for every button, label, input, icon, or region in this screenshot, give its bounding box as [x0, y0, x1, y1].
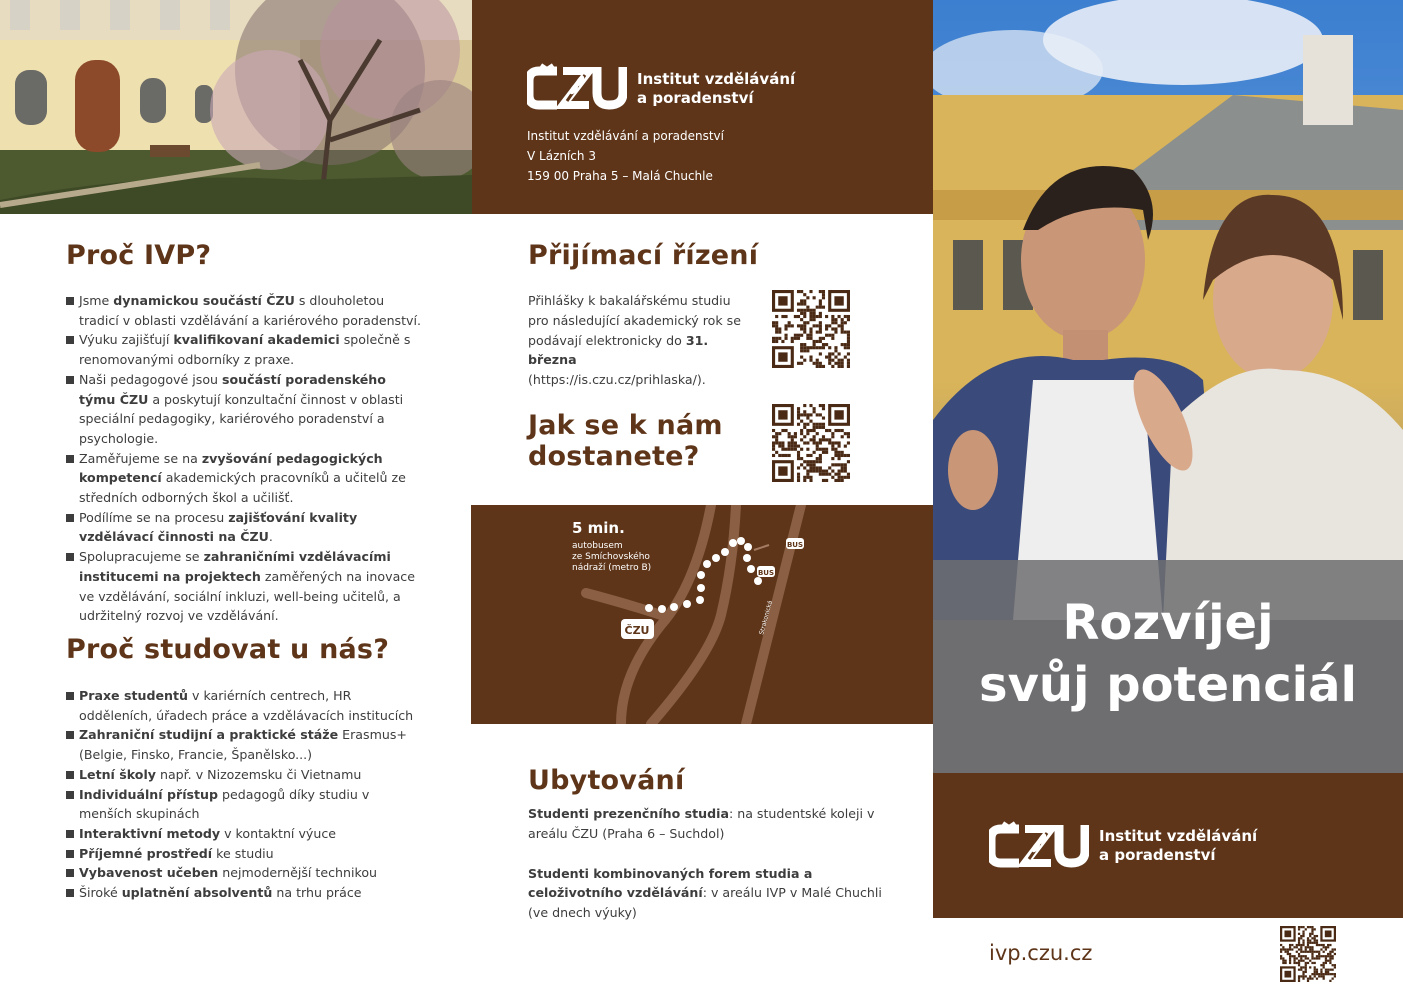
address-line: 159 00 Praha 5 – Malá Chuchle — [527, 169, 713, 183]
body-text: Jsme — [79, 293, 114, 308]
body-text: Erasmus+ (Belgie, Finsko, Francie, Španělsko...) — [79, 727, 407, 763]
emphasis-text: Vybavenost učeben — [79, 865, 219, 881]
body-text: . — [268, 529, 273, 545]
cover-logo-panel — [933, 773, 1403, 918]
list-item — [66, 824, 426, 844]
directions-section — [528, 410, 723, 472]
body-text: Zaměřujeme se na — [79, 450, 202, 466]
emphasis-text: uplatnění absolventů — [121, 885, 273, 901]
body-text: Podílíme se na procesu — [79, 509, 229, 525]
admission-section — [528, 240, 758, 390]
directions-qr-code-icon[interactable] — [772, 404, 850, 482]
directions-title-line1: Jak se k nám — [528, 410, 723, 441]
slogan-line2: svůj potenciál — [979, 657, 1357, 713]
travel-desc-line: ze Smíchovského — [572, 552, 650, 562]
route-map — [471, 505, 933, 724]
address-line: V Lázních 3 — [527, 149, 596, 163]
why-study-section — [66, 634, 426, 903]
body-text: nejmodernější technikou — [218, 865, 378, 881]
emphasis-text: zajišťování kvality vzdělávací činnosti na ČZU — [79, 509, 358, 545]
body-text: zaměřených na inovace ve vzdělávání, sociální inkluzi, well-being učitelů, a udržitelný rozvoj ve vzdělávání. — [79, 568, 415, 624]
body-text: akademických pracovníků a učitelů ze středních odborných škol a učilišť. — [79, 470, 406, 506]
list-item — [66, 330, 426, 369]
route-dot — [737, 537, 745, 545]
slogan-line1: Rozvíjej — [1062, 595, 1274, 651]
list-item — [66, 686, 426, 725]
body-text: Naši pedagogové jsou — [79, 371, 223, 387]
body-text: na trhu práce — [272, 885, 362, 901]
czu-logo-mark-icon — [989, 821, 1089, 871]
directions-title — [528, 410, 723, 472]
bus-stop-label: BUS — [786, 541, 804, 549]
emphasis-text: Individuální přístup — [79, 786, 219, 802]
emphasis-text: Příjemné prostředí — [79, 845, 213, 861]
housing-section — [528, 765, 888, 923]
body-text: Spolupracujeme se — [79, 549, 204, 565]
body-text: společně s renomovanými odborníky z praxe. — [79, 332, 411, 368]
directions-title-line2: dostanete? — [528, 441, 700, 472]
emphasis-text: Interaktivní metody — [79, 825, 221, 841]
address — [527, 126, 724, 186]
emphasis-text: Studenti kombinovaných forem studia a celoživotního vzdělávání — [528, 865, 813, 901]
housing-title: Ubytování — [528, 765, 685, 796]
travel-time: 5 min. — [572, 519, 625, 537]
route-dot — [754, 577, 762, 585]
emphasis-text: Studenti prezenčního studia — [528, 806, 729, 821]
list-item — [66, 883, 426, 903]
body-text: : na studentské koleji v areálu ČZU (Praha 6 – Suchdol) — [528, 806, 875, 841]
emphasis-text: Letní školy — [79, 766, 156, 782]
list-item — [66, 547, 426, 626]
emphasis-text: zvyšování pedagogických kompetencí — [79, 450, 383, 486]
building-photo — [0, 0, 472, 214]
cover-institute-line1: Institut vzdělávání — [1099, 827, 1258, 845]
emphasis-text: kvalifikovaní akademici — [173, 332, 340, 348]
travel-desc-line: nádraží (metro B) — [572, 563, 652, 573]
housing-text-fulltime — [528, 804, 888, 844]
body-text: s dlouholetou tradicí v oblasti vzdělávání a kariérového poradenství. — [79, 293, 422, 328]
route-dot — [696, 596, 704, 604]
route-dot — [744, 543, 752, 551]
slogan — [933, 592, 1403, 716]
route-dot — [645, 604, 653, 612]
list-item — [66, 785, 426, 824]
route-dot — [670, 603, 678, 611]
route-dot — [729, 539, 737, 547]
body-text: Výuku zajišťují — [79, 332, 174, 348]
list-item — [66, 449, 426, 508]
route-dot — [703, 560, 711, 568]
route-dot — [743, 554, 751, 562]
website-qr-code-icon[interactable] — [1280, 926, 1336, 982]
list-item — [66, 291, 426, 330]
route-dot — [683, 600, 691, 608]
cover-institute-line2: a poradenství — [1099, 846, 1216, 864]
body-text: ke studiu — [212, 845, 274, 861]
website-link[interactable]: ivp.czu.cz — [989, 941, 1093, 965]
institute-name-line1: Institut vzdělávání — [637, 70, 796, 88]
list-item — [66, 725, 426, 764]
route-dot — [747, 565, 755, 573]
why-ivp-list — [66, 291, 426, 626]
bus-stop-label: BUS — [757, 569, 775, 577]
emphasis-text: součástí poradenského týmu ČZU — [79, 371, 386, 407]
admission-text — [528, 291, 746, 390]
address-line: Institut vzdělávání a poradenství — [527, 129, 724, 143]
czu-logo — [989, 821, 1089, 875]
body-text: (https://is.czu.cz/prihlaska/). — [528, 372, 706, 388]
housing-text-combined — [528, 864, 888, 923]
emphasis-text: Zahraniční studijní a praktické stáže — [79, 727, 339, 743]
body-text: a poskytují konzultační činnost v oblasti speciální pedagogiky, kariérového poradenství a psychologie. — [79, 391, 404, 446]
emphasis-text: Praxe studentů — [79, 688, 188, 703]
header-panel — [472, 0, 933, 214]
cover-photo — [933, 0, 1403, 773]
admission-qr-code-icon[interactable] — [772, 290, 850, 368]
why-study-title: Proč studovat u nás? — [66, 634, 390, 665]
emphasis-text: 31. března — [528, 332, 709, 368]
body-text: v kariérních centrech, HR odděleních, úřadech práce a vzdělávacích institucích — [79, 688, 414, 723]
body-text: : v areálu IVP v Malé Chuchli (ve dnech výuky) — [528, 885, 882, 921]
list-item — [66, 844, 426, 864]
body-text: v kontaktní výuce — [220, 825, 336, 841]
travel-desc-line: autobusem — [572, 541, 623, 551]
list-item — [66, 370, 426, 449]
route-dot — [697, 571, 705, 579]
map-czu-logo: ČZU — [624, 624, 650, 637]
why-ivp-section — [66, 240, 426, 626]
emphasis-text: dynamickou součástí ČZU — [113, 293, 295, 308]
admission-title: Přijímací řízení — [528, 240, 759, 271]
body-text: Široké — [79, 885, 122, 901]
route-dot — [721, 548, 729, 556]
route-dot — [697, 584, 705, 592]
body-text: pedagogů díky studiu v menších skupinách — [79, 786, 370, 822]
body-text: Přihlášky k bakalářskému studiu pro následující akademický rok se podávají elektronicky do — [528, 293, 741, 348]
list-item — [66, 863, 426, 883]
street-label: Strakonická — [758, 599, 775, 636]
list-item — [66, 508, 426, 547]
route-dot — [712, 554, 720, 562]
czu-logo-mark-icon — [527, 63, 627, 113]
emphasis-text: zahraničními vzdělávacími institucemi na projektech — [79, 549, 391, 584]
institute-name-line2: a poradenství — [637, 89, 754, 107]
czu-logo — [527, 63, 627, 117]
route-dot — [658, 605, 666, 613]
body-text: např. v Nizozemsku či Vietnamu — [155, 766, 362, 782]
list-item — [66, 765, 426, 785]
why-ivp-title: Proč IVP? — [66, 240, 212, 271]
why-study-list — [66, 686, 426, 903]
